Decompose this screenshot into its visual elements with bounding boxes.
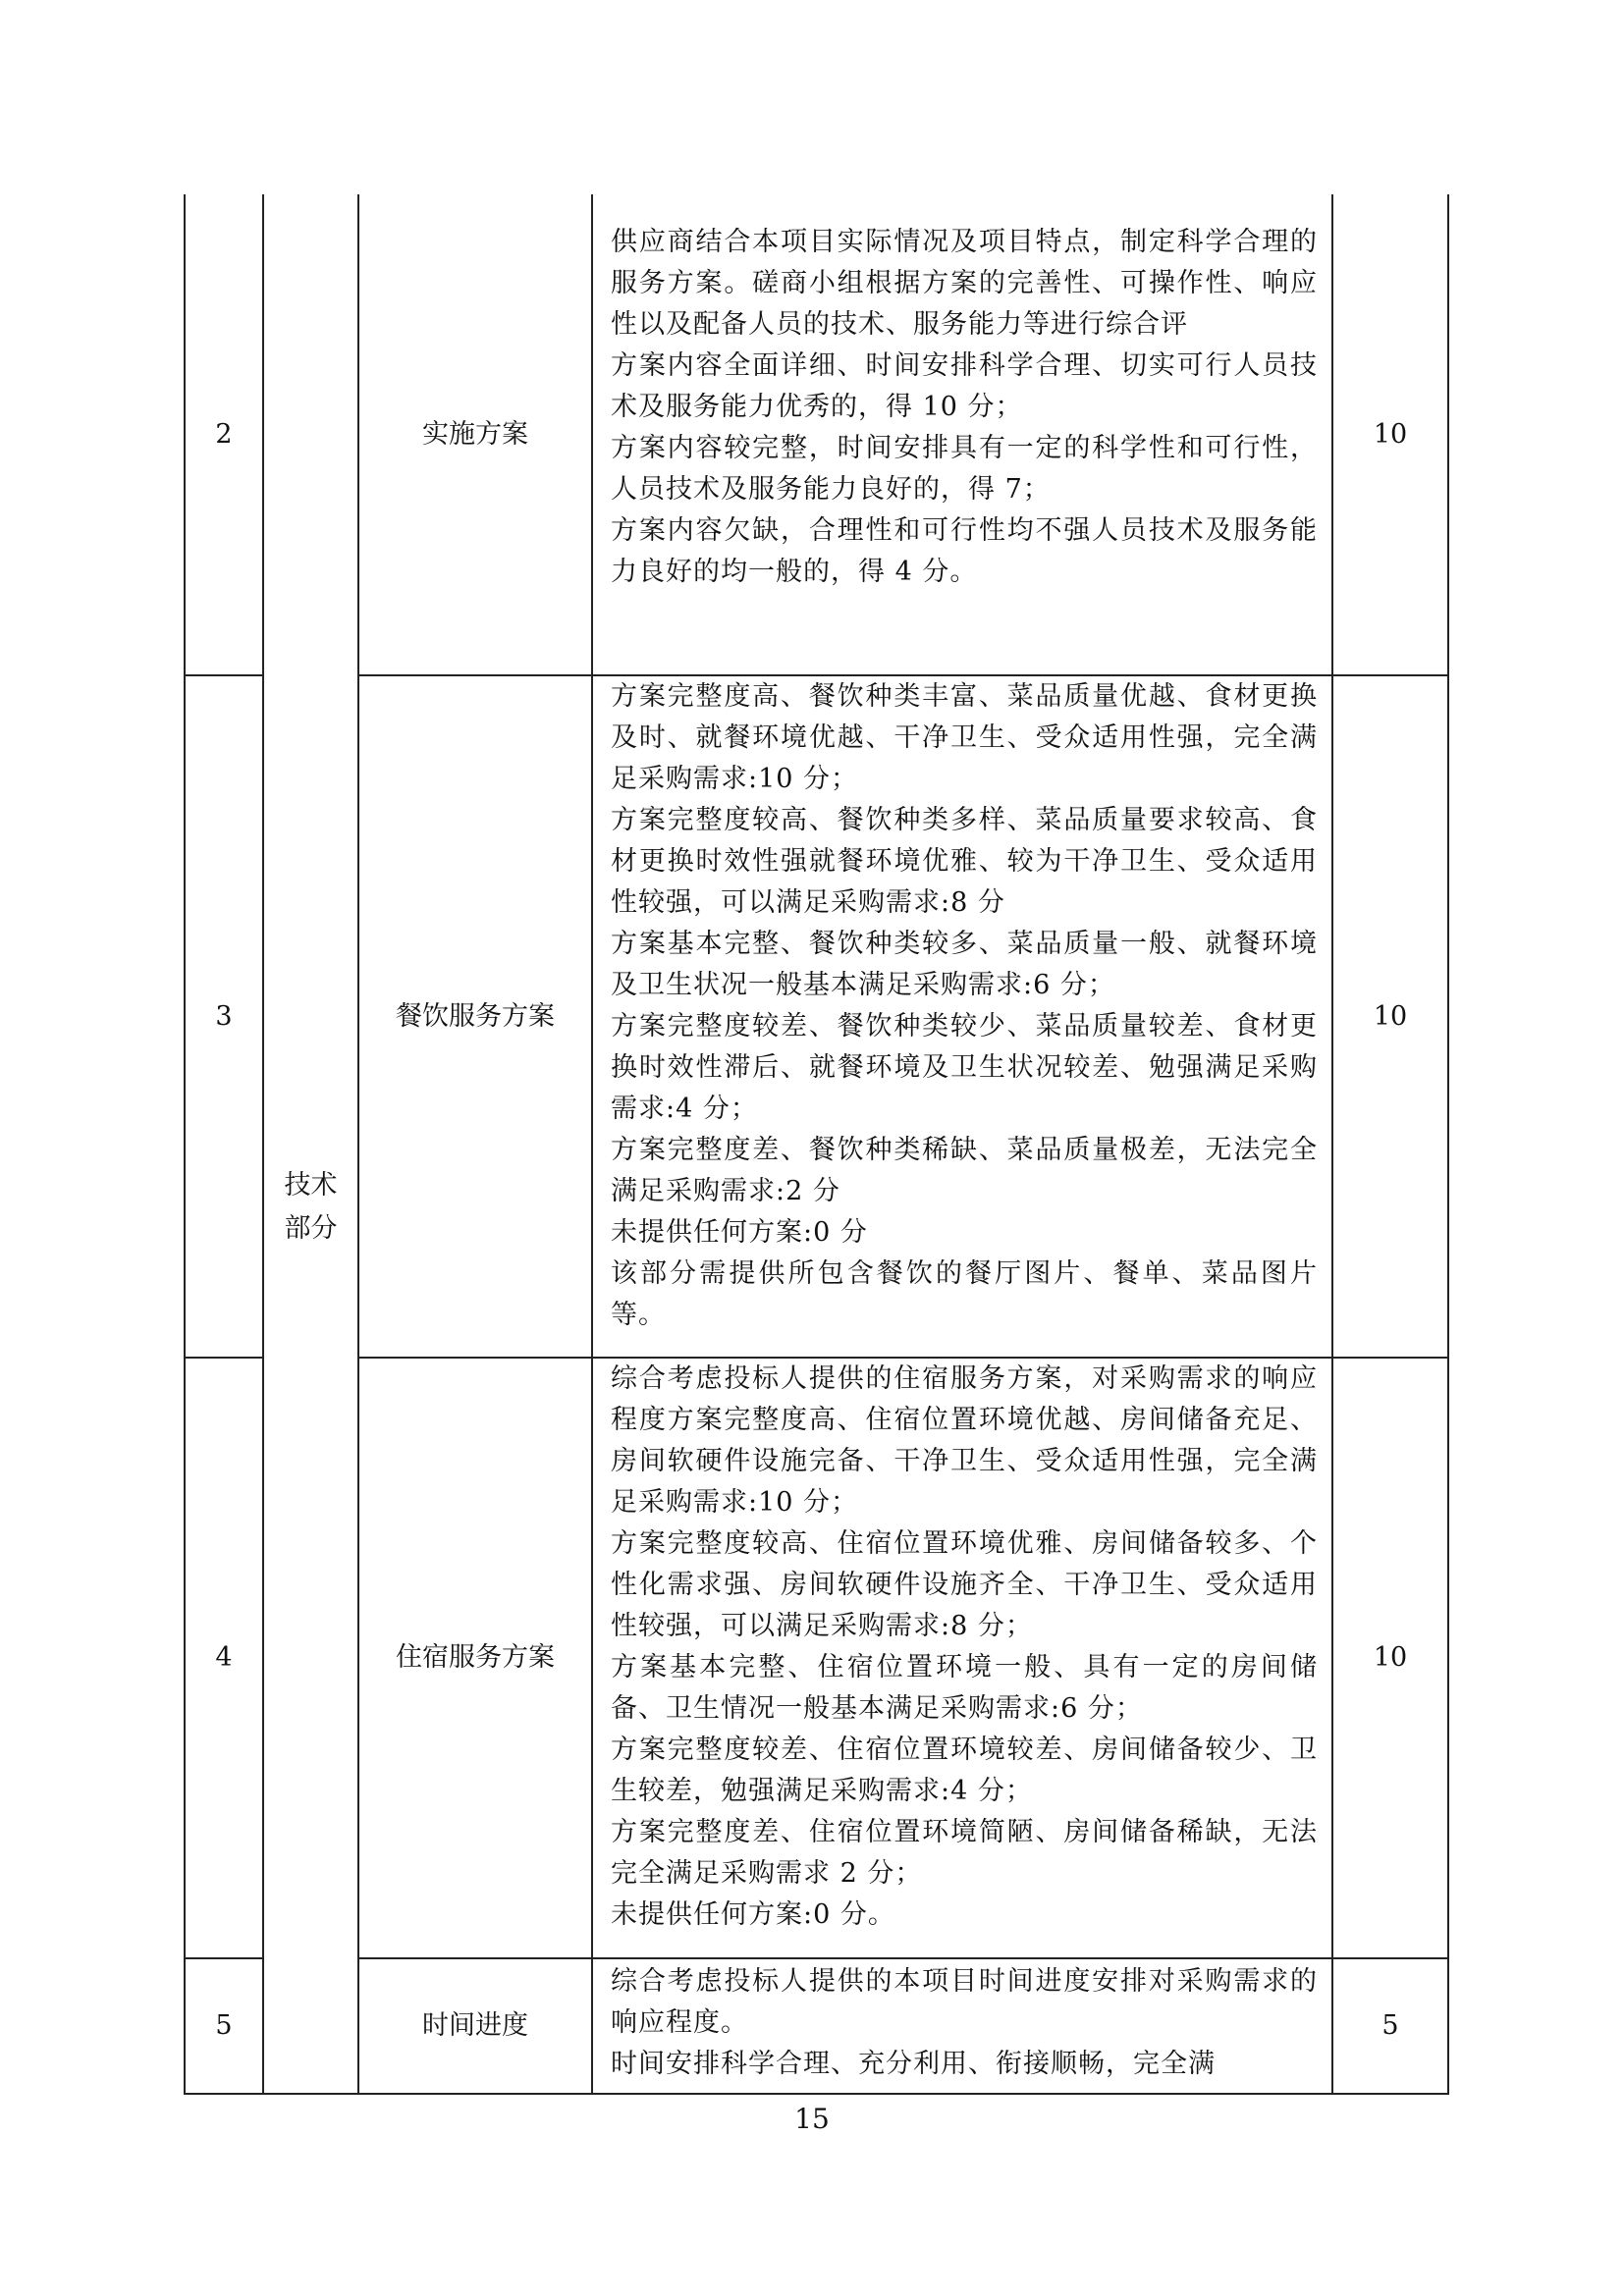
criteria-line: 未提供任何方案:0 分。 (611, 1899, 895, 1930)
table-row (185, 194, 1448, 675)
category-cell: 技术 部分 (263, 194, 358, 2094)
item-name: 实施方案 (358, 194, 592, 675)
criteria-line: 供应商结合本项目实际情况及项目特点，制定科学合理的服务方案。磋商小组根据方案的完善性、可操作性、响应性以及配备人员的技术、服务能力等进行综合评 (611, 227, 1318, 340)
criteria-line: 方案完整度差、餐饮种类稀缺、菜品质量极差，无法完全满足采购需求:2 分 (611, 1135, 1318, 1206)
criteria-cell (592, 675, 1332, 1358)
score-value: 5 (1332, 1958, 1448, 2094)
criteria-cell (592, 1358, 1332, 1958)
row-number: 2 (185, 194, 263, 675)
criteria-line: 方案基本完整、餐饮种类较多、菜品质量一般、就餐环境及卫生状况一般基本满足采购需求:6 分； (611, 929, 1318, 1000)
criteria-line: 方案完整度较高、餐饮种类多样、菜品质量要求较高、食材更换时效性强就餐环境优雅、较为干净卫生、受众适用性较强，可以满足采购需求:8 分 (611, 805, 1318, 918)
criteria-line: 综合考虑投标人提供的住宿服务方案，对采购需求的响应程度方案完整度高、住宿位置环境优越、房间储备充足、房间软硬件设施完备、干净卫生、受众适用性强，完全满足采购需求:10 分； (611, 1363, 1318, 1518)
criteria-line: 方案基本完整、住宿位置环境一般、具有一定的房间储备、卫生情况一般基本满足采购需求:6 分； (611, 1652, 1318, 1724)
row-number: 4 (185, 1358, 263, 1958)
table-row (185, 1958, 1448, 2094)
criteria-line: 方案内容较完整，时间安排具有一定的科学性和可行性，人员技术及服务能力良好的，得 7； (611, 433, 1318, 505)
score-value: 10 (1332, 675, 1448, 1358)
criteria-line: 综合考虑投标人提供的本项目时间进度安排对采购需求的响应程度。 (611, 1966, 1318, 2038)
criteria-line: 方案完整度较高、住宿位置环境优雅、房间储备较多、个性化需求强、房间软硬件设施齐全、干净卫生、受众适用性较强，可以满足采购需求:8 分； (611, 1528, 1318, 1641)
criteria-line: 时间安排科学合理、充分利用、衔接顺畅，完全满 (611, 2049, 1216, 2079)
criteria-cell (592, 194, 1332, 675)
item-name: 时间进度 (358, 1958, 592, 2094)
criteria-cell (592, 1958, 1332, 2094)
page-number: 15 (794, 2103, 830, 2135)
criteria-line: 方案完整度差、住宿位置环境简陋、房间储备稀缺，无法完全满足采购需求 2 分； (611, 1817, 1318, 1889)
criteria-line: 方案完整度较差、住宿位置环境较差、房间储备较少、卫生较差，勉强满足采购需求:4 分； (611, 1735, 1318, 1806)
criteria-line: 未提供任何方案:0 分 (611, 1217, 868, 1248)
item-name: 餐饮服务方案 (358, 675, 592, 1358)
score-value: 10 (1332, 194, 1448, 675)
criteria-line: 方案内容欠缺，合理性和可行性均不强人员技术及服务能力良好的均一般的，得 4 分。 (611, 515, 1318, 587)
row-number: 5 (185, 1958, 263, 2094)
criteria-line: 方案内容全面详细、时间安排科学合理、切实可行人员技术及服务能力优秀的，得 10 分； (611, 350, 1318, 422)
criteria-line: 该部分需提供所包含餐饮的餐厅图片、餐单、菜品图片等。 (611, 1258, 1318, 1330)
item-name: 住宿服务方案 (358, 1358, 592, 1958)
table-row (185, 675, 1448, 1358)
scoring-table (184, 194, 1449, 2095)
criteria-line: 方案完整度较差、餐饮种类较少、菜品质量较差、食材更换时效性滞后、就餐环境及卫生状况较差、勉强满足采购需求:4 分； (611, 1011, 1318, 1124)
table-row (185, 1358, 1448, 1958)
row-number: 3 (185, 675, 263, 1358)
score-value: 10 (1332, 1358, 1448, 1958)
criteria-line: 方案完整度高、餐饮种类丰富、菜品质量优越、食材更换及时、就餐环境优越、干净卫生、受众适用性强，完全满足采购需求:10 分； (611, 681, 1318, 794)
